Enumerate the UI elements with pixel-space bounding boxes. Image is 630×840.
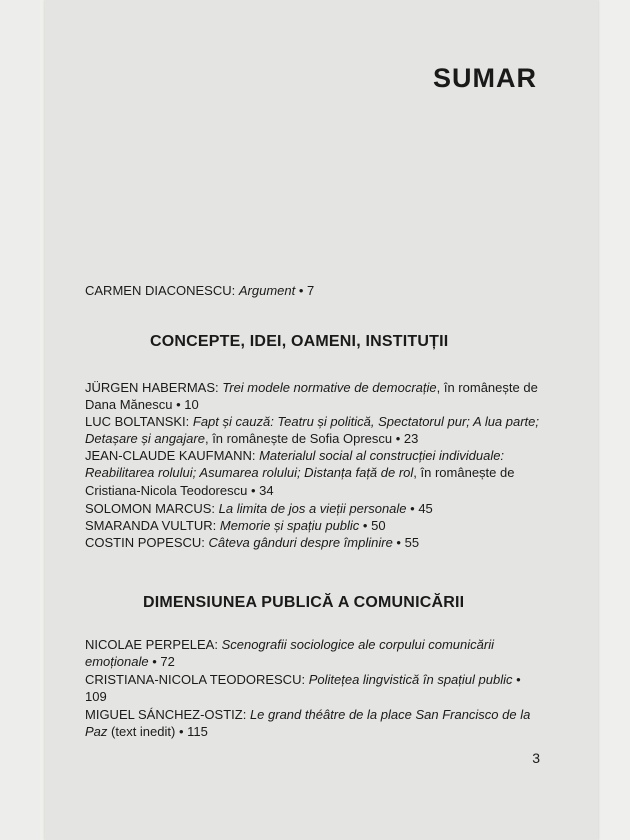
toc-entry (85, 534, 545, 551)
entry-bullet: • (359, 518, 372, 533)
entry-separator: : (185, 414, 193, 429)
page-number: 3 (532, 750, 540, 766)
toc-entry (85, 636, 545, 671)
entry-separator: : (242, 707, 250, 722)
toc-entry (85, 413, 545, 448)
entry-title: Materialul social al construcției individuale: Reabilitarea rolului; Asumarea rolului; Distanța față de rol (85, 448, 505, 481)
background-right (598, 0, 630, 840)
section-heading: CONCEPTE, IDEI, OAMENI, INSTITUȚII (150, 333, 449, 350)
entry-page: 7 (307, 283, 315, 298)
entry-bullet: • (295, 283, 308, 298)
entry-title: Memorie și spațiu public (219, 518, 360, 533)
entry-separator: : (301, 672, 309, 687)
toc-entry (85, 447, 545, 499)
section-heading: DIMENSIUNEA PUBLICĂ A COMUNICĂRII (143, 594, 465, 611)
entry-title: Fapt și cauză: Teatru și politică, Spectatorul pur; A lua parte; Detașare și angajare (85, 414, 540, 447)
entry-bullet: • (172, 397, 185, 413)
entry-page: 72 (160, 654, 175, 670)
toc-entry (85, 500, 545, 517)
entry-title: Politețea lingvistică în spațiul public (308, 672, 513, 687)
entry-note: , în românește de Sofia Oprescu (204, 431, 393, 447)
entry-title: Trei modele normative de democrație (222, 380, 437, 395)
toc-entry (85, 706, 545, 741)
entry-bullet: • (406, 501, 419, 516)
entry-page: 115 (187, 724, 208, 740)
entry-author: SOLOMON MARCUS (85, 501, 212, 516)
entry-title: Argument (238, 283, 296, 298)
entry-bullet: • (392, 535, 405, 550)
entry-author: CRISTIANA-NICOLA TEODORESCU (85, 672, 302, 687)
entry-separator: : (214, 637, 222, 652)
entry-author: JEAN-CLAUDE KAUFMANN (85, 448, 252, 463)
entry-bullet: • (512, 672, 521, 687)
entry-author: MIGUEL SÁNCHEZ-OSTIZ (85, 707, 243, 722)
entry-note: , în românește de Dana Mănescu (85, 380, 538, 413)
entry-separator: : (212, 518, 220, 533)
entry-title: Scenografii sociologice ale corpului comunicării emoționale (85, 637, 494, 670)
entry-author: NICOLAE PERPELEA (85, 637, 215, 652)
entry-author: CARMEN DIACONESCU (85, 283, 232, 298)
toc-entry (85, 517, 545, 534)
entry-bullet: • (392, 431, 404, 447)
background-left (0, 0, 40, 840)
entry-bullet: • (175, 724, 188, 740)
entry-author: JÜRGEN HABERMAS (85, 380, 216, 395)
toc-entry (85, 282, 545, 299)
entry-page: 23 (403, 431, 419, 447)
page-title: SUMAR (433, 63, 537, 93)
book-page (45, 0, 598, 840)
entry-page: 10 (184, 397, 199, 413)
entry-author: SMARANDA VULTUR (85, 518, 213, 533)
entry-note: (text inedit) (107, 724, 176, 740)
entry-separator: : (231, 283, 239, 298)
entry-title: La limita de jos a vieții personale (218, 501, 407, 516)
entry-page: 109 (85, 689, 107, 705)
entry-separator: : (211, 501, 219, 516)
toc-entry (85, 671, 545, 706)
toc-entry (85, 379, 545, 414)
entry-separator: : (251, 448, 260, 463)
entry-separator: : (201, 535, 209, 550)
entry-title: Câteva gânduri despre împlinire (208, 535, 393, 550)
entry-author: COSTIN POPESCU (85, 535, 202, 550)
entry-page: 45 (418, 501, 433, 516)
entry-title: Le grand théâtre de la place San Francisco de la Paz (85, 707, 531, 740)
entry-page: 55 (404, 535, 420, 550)
entry-note: , în românește de Cristiana-Nicola Teodorescu (85, 465, 515, 498)
entry-page: 34 (259, 482, 274, 498)
entry-bullet: • (247, 482, 260, 498)
entry-author: LUC BOLTANSKI (85, 414, 186, 429)
entry-bullet: • (148, 654, 161, 670)
entry-separator: : (215, 380, 223, 395)
entry-page: 50 (371, 518, 386, 533)
